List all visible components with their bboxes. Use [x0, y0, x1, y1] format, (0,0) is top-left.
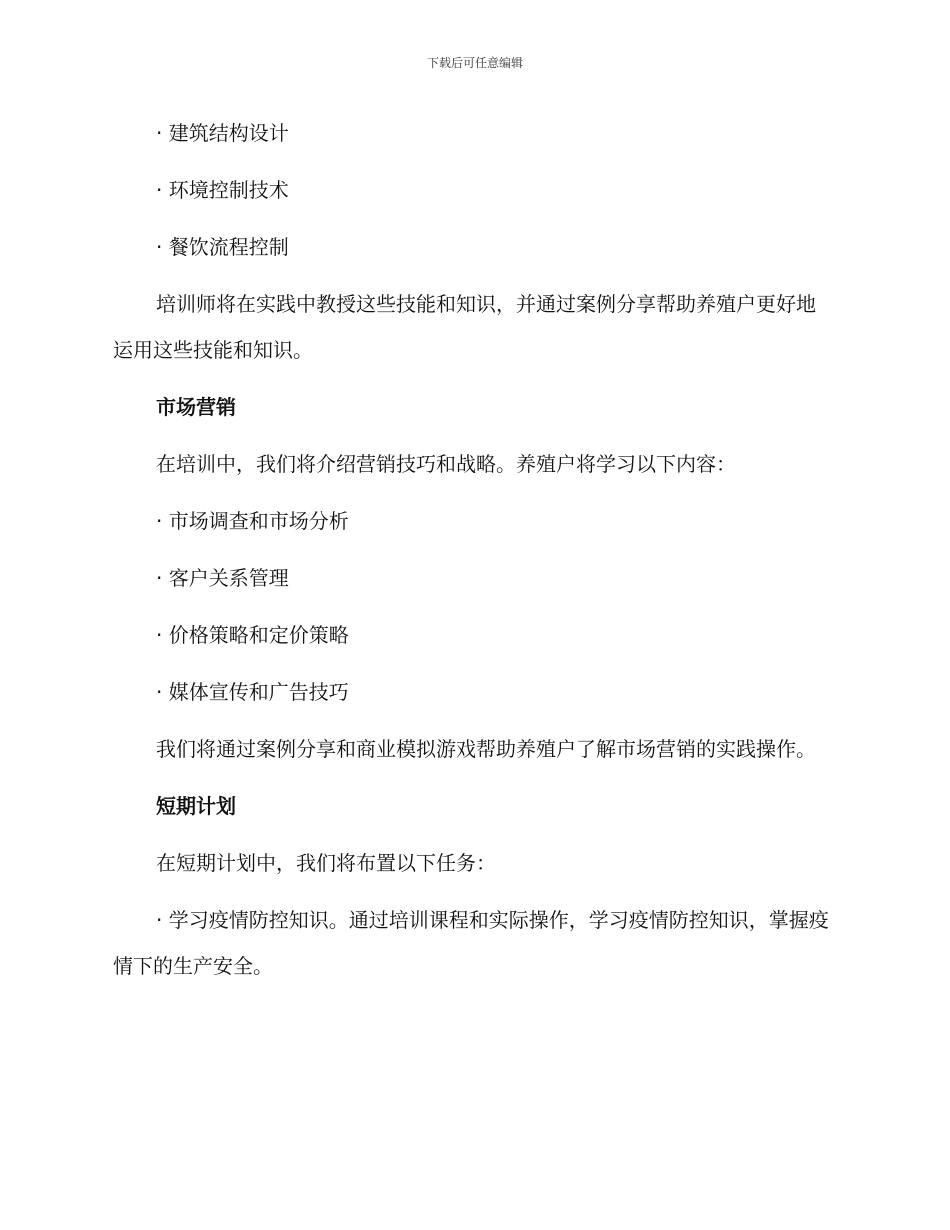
list-item: · 建筑结构设计: [156, 121, 289, 145]
paragraph: 在短期计划中，我们将布置以下任务：: [156, 851, 496, 875]
page-header: 下载后可任意编辑: [426, 56, 523, 70]
list-item: · 环境控制技术: [156, 178, 289, 202]
list-item: · 学习疫情防控知识。通过培训课程和实际操作，学习疫情防控知识，掌握疫情下的生产安全。: [113, 908, 829, 978]
list-item: · 市场调查和市场分析: [156, 509, 349, 533]
section-heading-short-plan: 短期计划: [156, 794, 236, 818]
list-item: · 客户关系管理: [156, 566, 289, 590]
document-body: [113, 110, 833, 1000]
list-item: · 价格策略和定价策略: [156, 623, 349, 647]
paragraph: 培训师将在实践中教授这些技能和知识，并通过案例分享帮助养殖户更好地运用这些技能和知识。: [113, 292, 816, 362]
paragraph: 在培训中，我们将介绍营销技巧和战略。养殖户将学习以下内容：: [156, 452, 736, 476]
paragraph: 我们将通过案例分享和商业模拟游戏帮助养殖户了解市场营销的实践操作。: [156, 737, 816, 761]
section-heading-marketing: 市场营销: [156, 395, 236, 419]
list-item: · 媒体宣传和广告技巧: [156, 680, 349, 704]
list-item: · 餐饮流程控制: [156, 235, 289, 259]
